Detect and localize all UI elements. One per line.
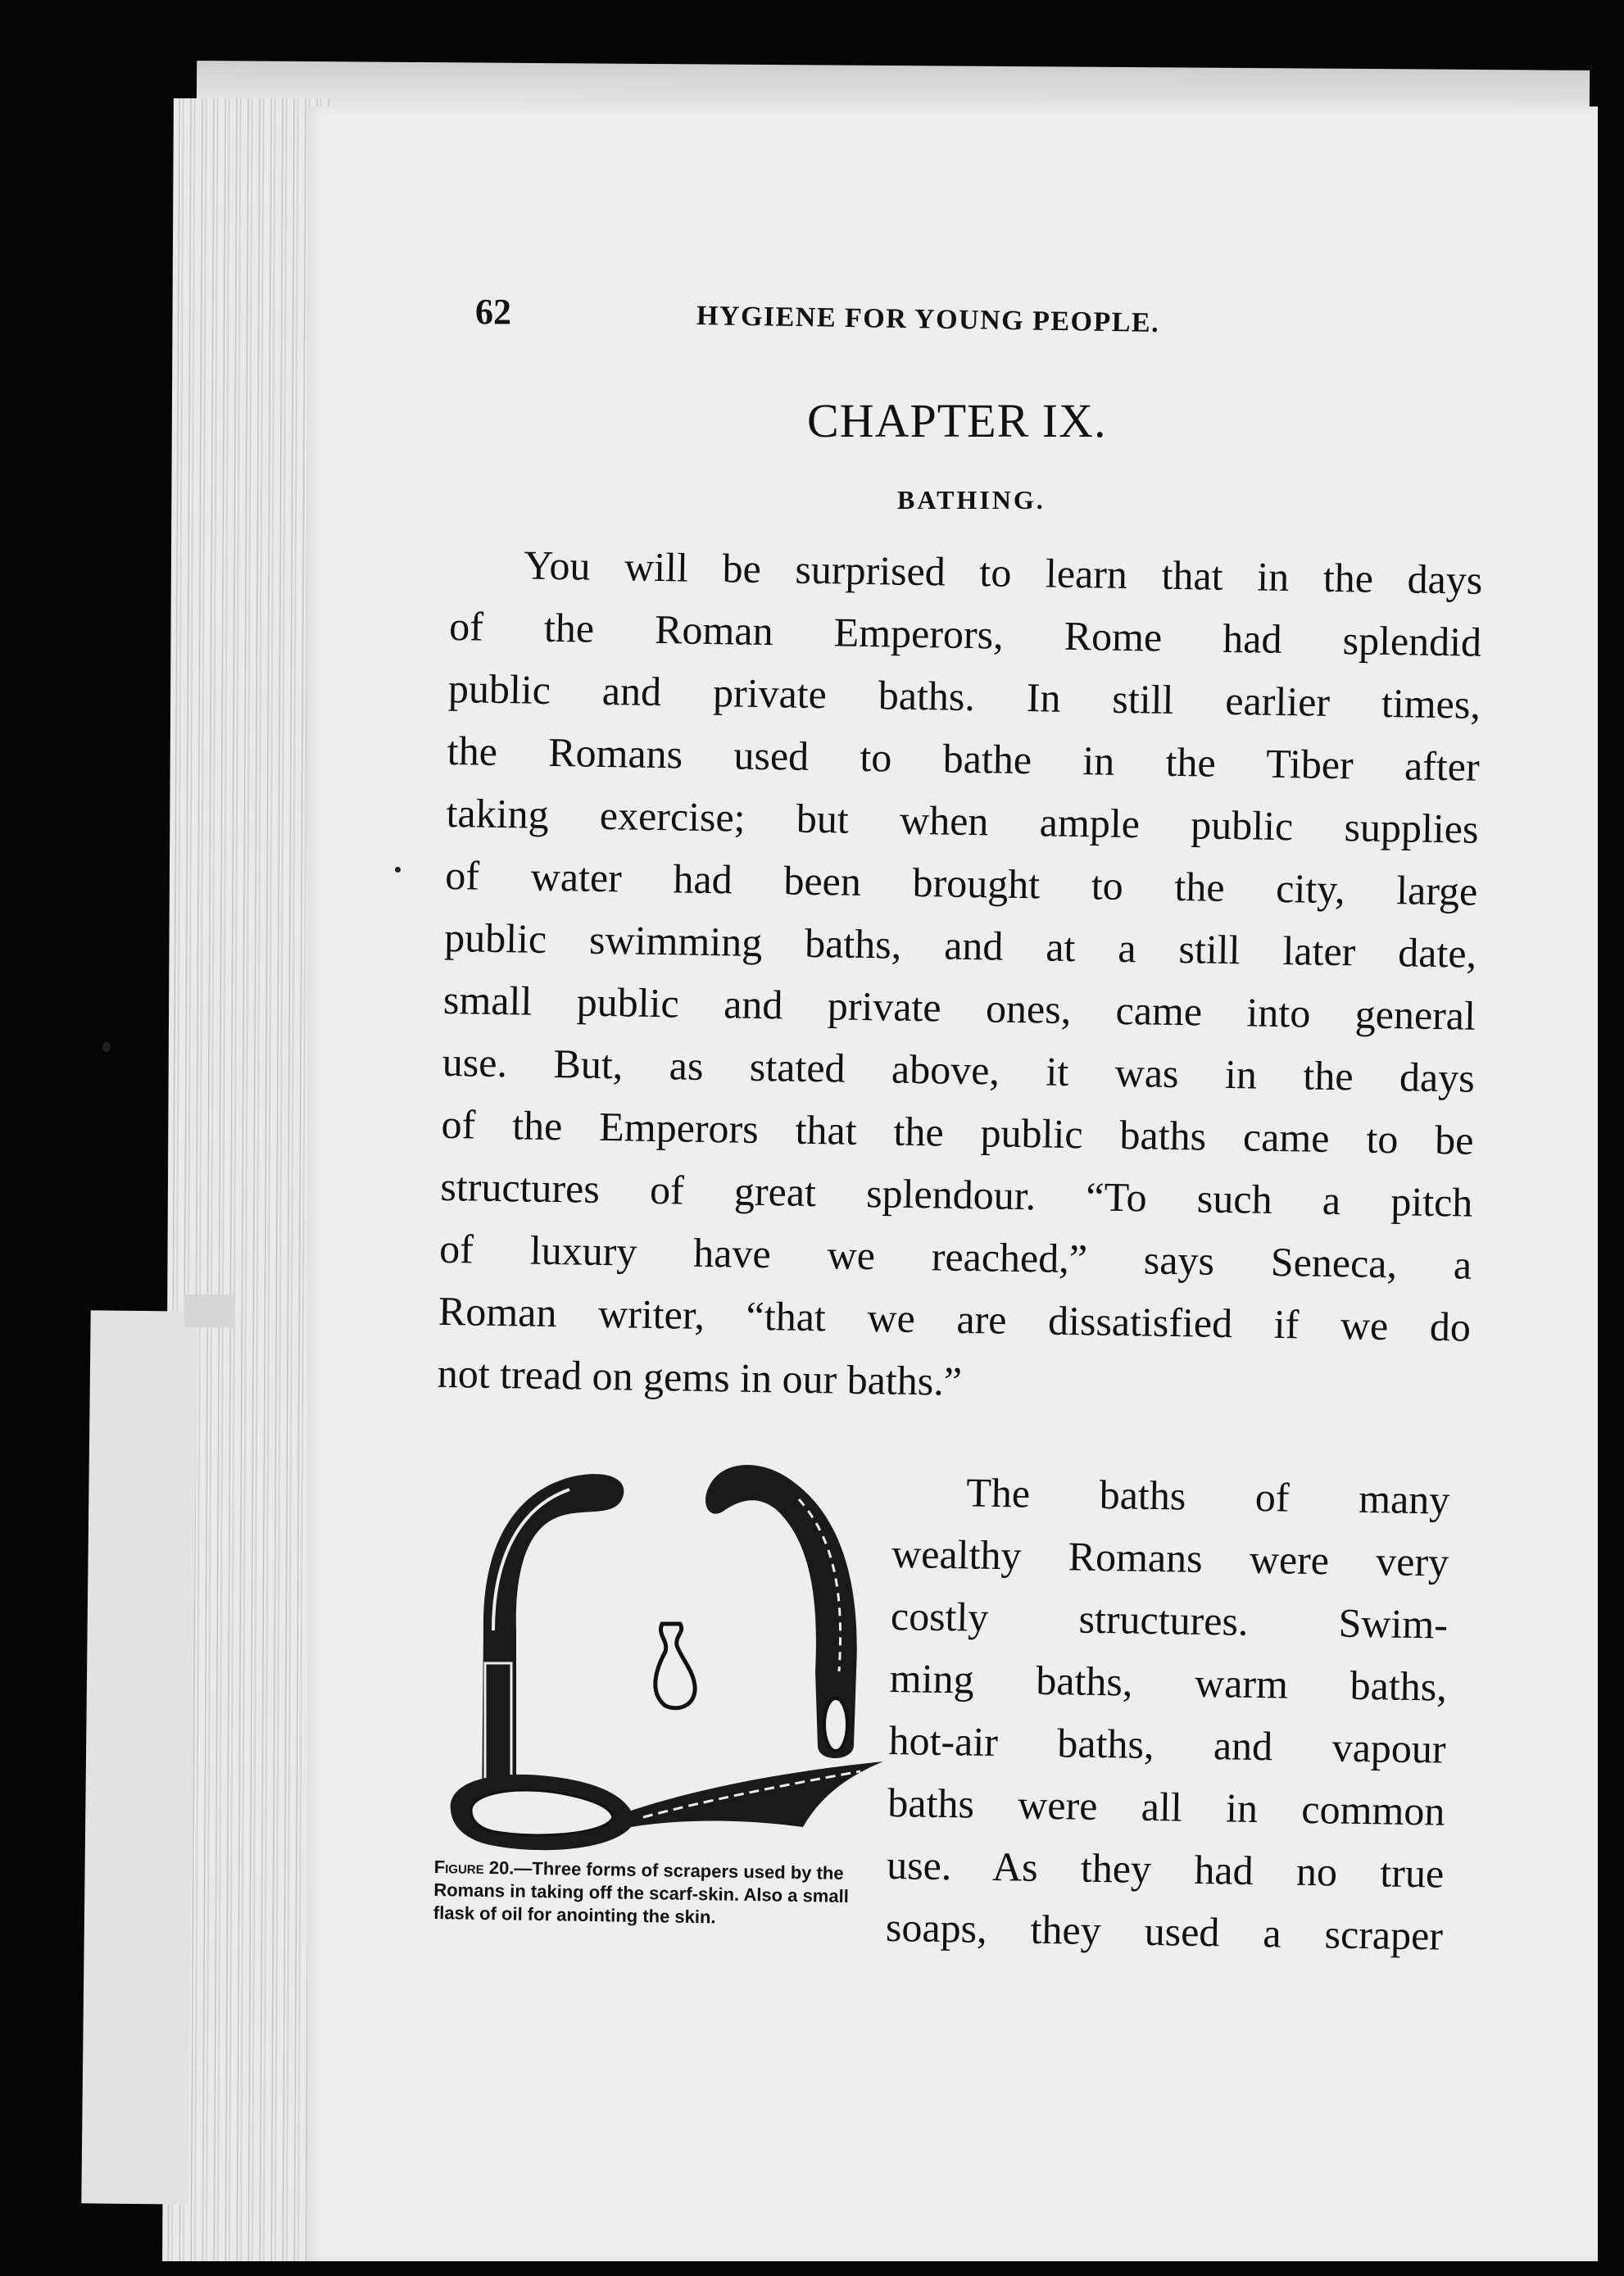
book-edge-notch bbox=[184, 1294, 234, 1327]
dust-speck bbox=[395, 867, 401, 873]
right-column-text bbox=[885, 1460, 1449, 1967]
body-line: use. But, as stated above, it was in the days bbox=[442, 1038, 1476, 1101]
body-line: The baths of many bbox=[965, 1469, 1450, 1523]
body-line: of the Roman Emperors, Rome had splendid bbox=[448, 602, 1482, 665]
figure-caption bbox=[433, 1856, 860, 1931]
body-line: small public and private ones, came into general bbox=[442, 976, 1477, 1039]
caption-text: —Three forms of scrapers used by the Romans in taking off the scarf-skin. Also a small flask of oil for anointing the skin. bbox=[433, 1857, 850, 1928]
page-number: 62 bbox=[475, 292, 511, 332]
body-line: public and private baths. In still earlier times, bbox=[447, 664, 1481, 728]
section-title: BATHING. bbox=[897, 485, 1046, 515]
body-line: use. As they had no true bbox=[886, 1841, 1445, 1897]
chapter-title: CHAPTER IX. bbox=[807, 394, 1107, 447]
body-line: public swimming baths, and at a still later date, bbox=[443, 914, 1477, 977]
body-text bbox=[437, 533, 1483, 1421]
right-scraper-icon bbox=[705, 1465, 857, 1758]
figure-scrapers bbox=[434, 1426, 893, 1852]
bottom-scraper-icon bbox=[451, 1761, 883, 1850]
body-line: ming baths, warm baths, bbox=[889, 1654, 1448, 1710]
body-line: the Romans used to bathe in the Tiber after bbox=[447, 727, 1481, 790]
body-line: costly structures. Swim- bbox=[890, 1592, 1449, 1648]
body-line: of the Emperors that the public baths came to be bbox=[441, 1100, 1474, 1163]
body-line: of luxury have we reached,” says Seneca, a bbox=[438, 1225, 1472, 1288]
body-line: wealthy Romans were very bbox=[891, 1530, 1449, 1585]
book-edge-strip bbox=[81, 1310, 197, 2204]
body-line: Roman writer, “that we are dissatisfied if we do bbox=[438, 1287, 1472, 1350]
body-line: hot-air baths, and vapour bbox=[888, 1716, 1446, 1772]
left-scraper-icon bbox=[482, 1474, 624, 1811]
body-line: taking exercise; but when ample public supplies bbox=[446, 789, 1479, 852]
running-head: HYGIENE FOR YOUNG PEOPLE. bbox=[696, 301, 1160, 338]
body-line: of water had been brought to the city, large bbox=[444, 851, 1478, 914]
body-line: soaps, they used a scraper bbox=[885, 1903, 1444, 1959]
oil-flask-icon bbox=[655, 1624, 695, 1708]
body-line: You will be surprised to learn that in the days bbox=[523, 542, 1483, 603]
caption-label: Figure 20. bbox=[433, 1856, 515, 1879]
scrapers-illustration bbox=[434, 1426, 893, 1852]
dust-speck bbox=[102, 1042, 111, 1052]
body-line: structures of great splendour. “To such a pitch bbox=[440, 1163, 1473, 1226]
body-line: baths were all in common bbox=[887, 1779, 1445, 1834]
body-line: not tread on gems in our baths.” bbox=[437, 1349, 963, 1404]
